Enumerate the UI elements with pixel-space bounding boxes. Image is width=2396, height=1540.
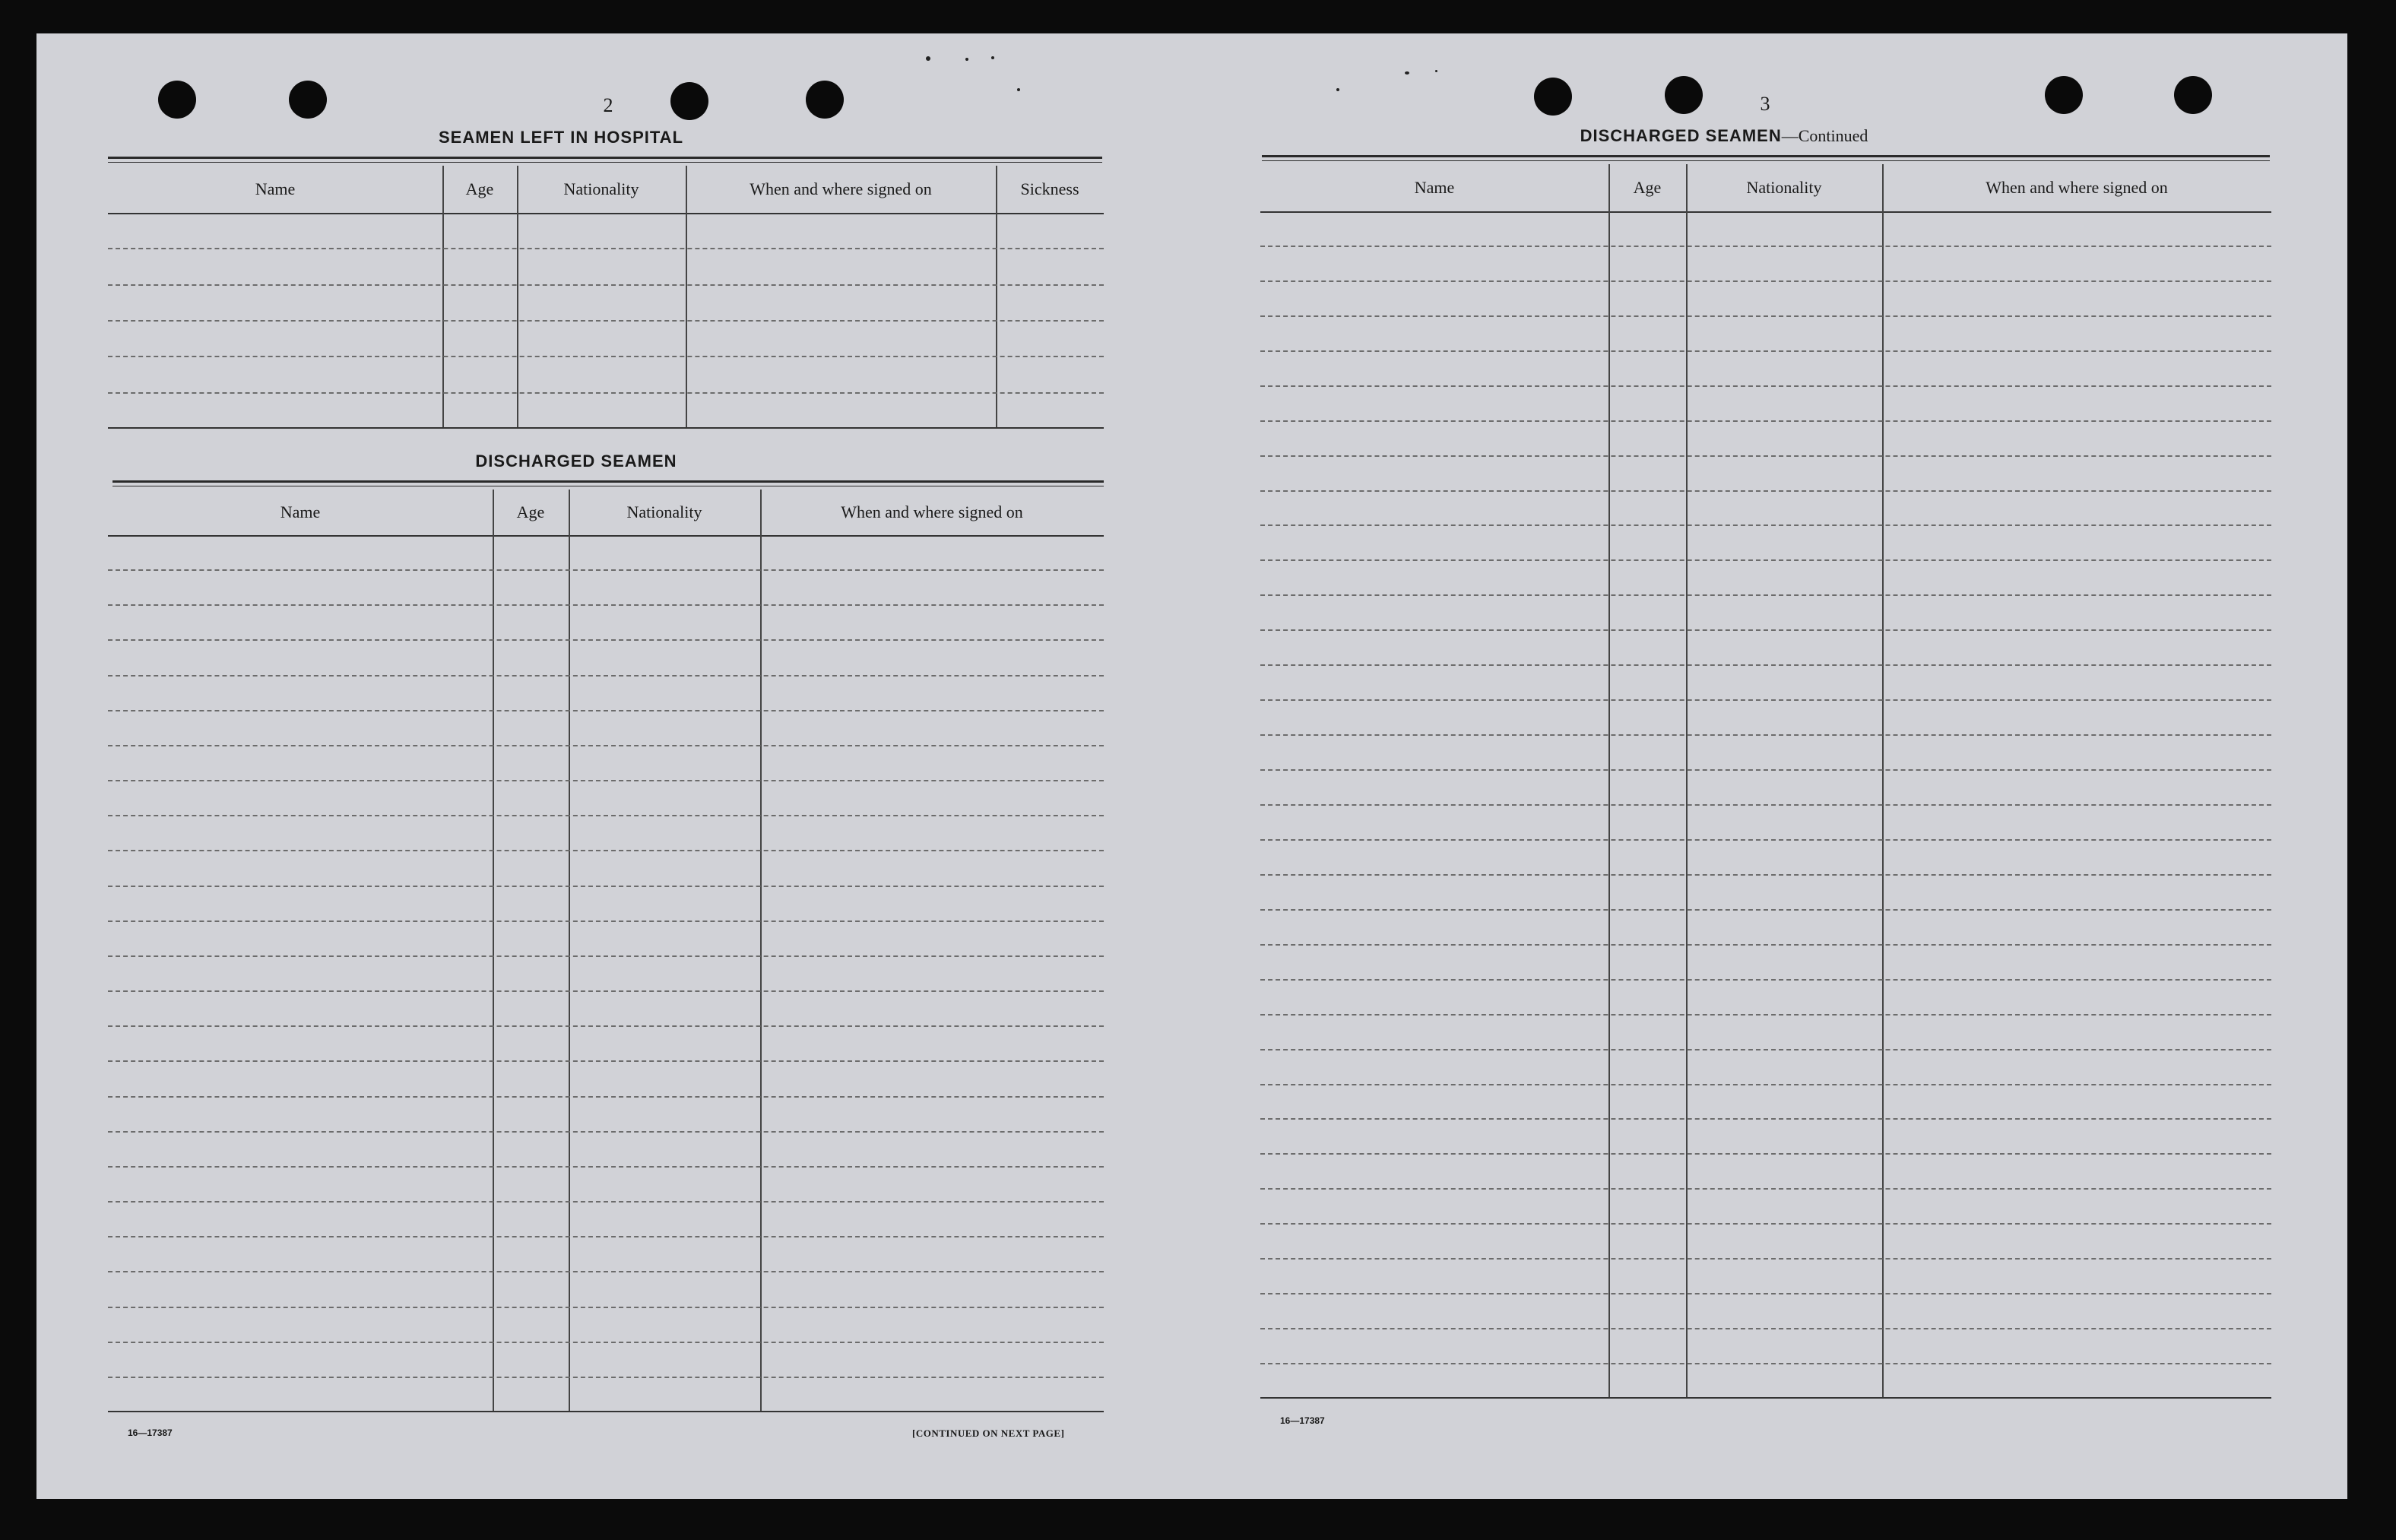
punch-hole (1534, 78, 1572, 116)
column-divider (1608, 164, 1610, 1397)
table-row[interactable] (1260, 246, 2271, 247)
speck (1336, 88, 1339, 91)
table-row[interactable] (1260, 874, 2271, 876)
table-row[interactable] (108, 850, 1104, 851)
continued-table (1260, 164, 2271, 1399)
table-row[interactable] (108, 675, 1104, 677)
speck (1405, 71, 1409, 74)
column-divider (1882, 164, 1884, 1397)
table-row[interactable] (108, 1236, 1104, 1237)
discharged-table (108, 490, 1104, 1412)
table-row[interactable] (108, 284, 1104, 286)
table-row[interactable] (1260, 420, 2271, 422)
punch-hole (806, 81, 844, 119)
table-row[interactable] (1260, 664, 2271, 666)
punch-hole (2174, 76, 2212, 114)
speck (991, 56, 994, 59)
table-row[interactable] (1260, 769, 2271, 771)
table-row[interactable] (1260, 1084, 2271, 1085)
column-header: Nationality (1746, 178, 1822, 197)
table-row[interactable] (108, 745, 1104, 746)
table-row[interactable] (108, 1096, 1104, 1098)
continued-note: [CONTINUED ON NEXT PAGE] (912, 1428, 1065, 1439)
hospital-title-rule (108, 157, 1102, 163)
form-number-right: 16—17387 (1280, 1415, 1325, 1426)
discharged-continued-title-suffix: —Continued (1781, 126, 1868, 145)
table-header (108, 490, 1104, 537)
continued-title-rule (1262, 155, 2270, 161)
table-row[interactable] (1260, 1328, 2271, 1329)
table-row[interactable] (1260, 1188, 2271, 1190)
page-number-right: 3 (1760, 93, 1770, 115)
speck (1435, 70, 1437, 72)
hospital-table (108, 166, 1104, 429)
column-header: Name (1414, 178, 1455, 197)
column-header: Nationality (563, 179, 639, 198)
column-divider (996, 166, 997, 427)
table-header (1260, 164, 2271, 213)
table-row[interactable] (1260, 839, 2271, 841)
column-header: When and where signed on (841, 502, 1023, 521)
table-row[interactable] (1260, 385, 2271, 387)
table-row[interactable] (108, 1060, 1104, 1062)
table-row[interactable] (108, 1131, 1104, 1133)
column-divider (1686, 164, 1688, 1397)
table-row[interactable] (108, 1025, 1104, 1027)
table-row[interactable] (1260, 455, 2271, 457)
page-number-left: 2 (603, 94, 613, 116)
column-divider (442, 166, 444, 427)
discharged-section-title: DISCHARGED SEAMEN (475, 452, 677, 471)
punch-hole (670, 82, 708, 120)
column-header: When and where signed on (750, 179, 932, 198)
table-row[interactable] (1260, 559, 2271, 561)
table-row[interactable] (1260, 909, 2271, 911)
hospital-section-title: SEAMEN LEFT IN HOSPITAL (438, 128, 684, 147)
table-header (108, 166, 1104, 214)
table-row[interactable] (108, 990, 1104, 992)
punch-hole (158, 81, 196, 119)
punch-hole (1665, 76, 1703, 114)
table-row[interactable] (108, 815, 1104, 816)
column-header: Name (255, 179, 296, 198)
table-row[interactable] (108, 604, 1104, 606)
table-row[interactable] (1260, 629, 2271, 631)
table-row[interactable] (1260, 1153, 2271, 1155)
table-row[interactable] (1260, 1258, 2271, 1260)
form-number-left: 16—17387 (128, 1428, 173, 1438)
table-row[interactable] (108, 955, 1104, 957)
table-row[interactable] (108, 710, 1104, 711)
table-row[interactable] (108, 639, 1104, 641)
table-row[interactable] (108, 392, 1104, 394)
table-row[interactable] (1260, 1363, 2271, 1364)
document-sheet (36, 33, 2347, 1499)
column-header: Age (1633, 178, 1662, 197)
table-row[interactable] (1260, 1118, 2271, 1120)
column-divider (686, 166, 687, 427)
column-header: Nationality (626, 502, 702, 521)
table-row[interactable] (108, 886, 1104, 887)
speck (1017, 88, 1020, 91)
discharged-continued-title-main: DISCHARGED SEAMEN (1580, 126, 1782, 145)
table-row[interactable] (108, 1271, 1104, 1272)
punch-hole (2045, 76, 2083, 114)
discharged-title-rule (113, 480, 1104, 486)
column-divider (517, 166, 518, 427)
column-header: Sickness (1020, 179, 1079, 198)
column-header: When and where signed on (1986, 178, 2168, 197)
table-row[interactable] (1260, 699, 2271, 701)
table-row[interactable] (1260, 979, 2271, 981)
table-row[interactable] (1260, 804, 2271, 806)
table-row[interactable] (1260, 315, 2271, 317)
table-row[interactable] (1260, 1293, 2271, 1294)
table-row[interactable] (1260, 350, 2271, 352)
table-row[interactable] (108, 248, 1104, 249)
punch-hole (289, 81, 327, 119)
table-row[interactable] (108, 356, 1104, 357)
table-row[interactable] (1260, 280, 2271, 282)
table-row[interactable] (1260, 490, 2271, 492)
column-header: Age (465, 179, 494, 198)
speck (926, 56, 930, 61)
table-row[interactable] (108, 569, 1104, 571)
table-row[interactable] (108, 1342, 1104, 1343)
table-row[interactable] (1260, 944, 2271, 946)
table-row[interactable] (1260, 524, 2271, 526)
table-row[interactable] (1260, 1014, 2271, 1016)
table-row[interactable] (108, 1307, 1104, 1308)
table-row[interactable] (108, 1377, 1104, 1378)
column-header: Age (516, 502, 545, 521)
table-row[interactable] (1260, 734, 2271, 736)
table-row[interactable] (108, 1166, 1104, 1168)
table-row[interactable] (108, 780, 1104, 781)
speck (965, 58, 968, 61)
table-row[interactable] (1260, 1223, 2271, 1225)
table-row[interactable] (1260, 594, 2271, 596)
table-row[interactable] (108, 320, 1104, 322)
table-row[interactable] (1260, 1049, 2271, 1050)
column-header: Name (280, 502, 321, 521)
table-row[interactable] (108, 1201, 1104, 1203)
discharged-continued-title (1549, 126, 1899, 146)
table-row[interactable] (108, 921, 1104, 922)
